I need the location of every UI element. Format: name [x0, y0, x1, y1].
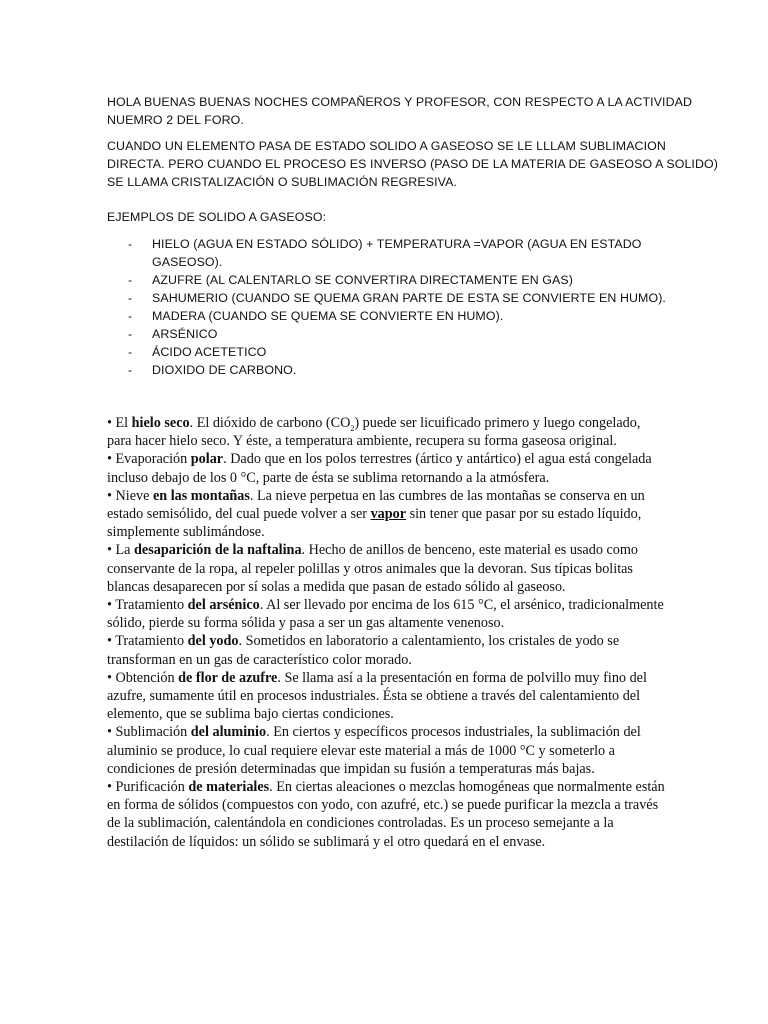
- list-item: [107, 325, 667, 343]
- list-item-line: DIOXIDO DE CARBONO.: [152, 363, 297, 377]
- list-item-line: ARSÉNICO: [152, 327, 218, 341]
- dash-marker: -: [128, 327, 133, 341]
- bullet-text: . Hecho de anillos de benceno, este material es usado como conservante de la ropa, al repeler polillas y otros animales que la devoran. Sus típicas bolitas blancas desaparecen por sí solas a medida que pasan de estado sólido al gaseoso.: [107, 542, 638, 595]
- bullet-bold-text: del aluminio: [190, 724, 267, 741]
- bullet-marker: •: [107, 597, 112, 614]
- bullet-text: . En ciertas aleaciones o mezclas homogéneas que normalmente están en forma de sólidos (compuestos con yodo, con azufré, etc.) se puede purificar la mezcla a través de la sublimación, calentándola en condiciones controladas. Es un proceso semejante a la destilación de líquidos: un sólido se sublimará y el otro quedará en el envase.: [107, 779, 665, 850]
- bullet-text: ) puede ser licuificado primero y luego congelado, para hacer hielo seco. Y éste, a temperatura ambiente, recupera su forma gaseosa original.: [107, 415, 641, 450]
- bullet-section: [107, 414, 667, 851]
- bullet-text: Tratamiento: [115, 597, 188, 614]
- dash-marker: -: [128, 291, 133, 305]
- intro-line: HOLA BUENAS BUENAS NOCHES COMPAÑEROS Y PROFESOR, CON RESPECTO A LA ACTIVIDAD: [107, 95, 693, 109]
- definition-line: DIRECTA. PERO CUANDO EL PROCESO ES INVERSO (PASO DE LA MATERIA DE GASEOSO A SOLIDO): [107, 157, 718, 171]
- intro-line: NUEMRO 2 DEL FORO.: [107, 113, 244, 127]
- bullet-text: . La nieve perpetua en las cumbres de las montañas se conserva en un estado semisólido, del cual puede volver a ser: [107, 487, 645, 523]
- bullet-bold-text: hielo seco: [131, 415, 190, 431]
- bullet-marker: •: [107, 633, 112, 650]
- bullet-bold-text: de materiales: [188, 779, 270, 796]
- bullet-bold-text: del arsénico: [187, 597, 260, 614]
- bullet-marker: •: [107, 487, 112, 504]
- bullet-bold-text: polar: [190, 451, 224, 468]
- bullet-text: Evaporación: [115, 451, 191, 468]
- dash-marker: -: [128, 345, 133, 359]
- list-item: [107, 361, 667, 379]
- bullet-text: Tratamiento: [115, 633, 188, 650]
- bullet-marker: •: [107, 415, 112, 431]
- bullet-text: . En ciertos y específicos procesos industriales, la sublimación del aluminio se produce, lo cual requiere elevar este material a más de 1000 °C y someterlo a condiciones de presión determinadas que impidan su fusión a temperaturas más bajas.: [107, 724, 641, 777]
- list-item: [107, 289, 667, 307]
- bullet-paragraph: [107, 723, 667, 778]
- bullet-bold-text: desaparición de la naftalina: [134, 542, 302, 559]
- list-item: [107, 343, 667, 361]
- bullet-text: . El dióxido de carbono (CO: [189, 415, 351, 431]
- bullet-text: Obtención: [115, 669, 179, 686]
- examples-list: [107, 235, 667, 379]
- subscript-text: 2: [350, 423, 355, 433]
- bullet-bold-text: del yodo: [187, 633, 239, 650]
- list-item-line: AZUFRE (AL CALENTARLO SE CONVERTIRA DIRECTAMENTE EN GAS): [152, 273, 573, 287]
- vapor-link[interactable]: vapor: [370, 506, 407, 523]
- bullet-paragraph: [107, 596, 667, 632]
- bullet-marker: •: [107, 542, 112, 559]
- examples-heading-text: EJEMPLOS DE SOLIDO A GASEOSO:: [107, 210, 327, 224]
- bullet-text: sin tener que pasar por su estado líquido, simplemente sublimándose.: [107, 506, 642, 541]
- bullet-paragraph: [107, 414, 667, 450]
- list-item-line: GASEOSO).: [152, 255, 223, 269]
- bullet-text: Sublimación: [115, 724, 191, 741]
- bullet-text: Purificación: [115, 779, 189, 796]
- list-item-line: HIELO (AGUA EN ESTADO SÓLIDO) + TEMPERATURA =VAPOR (AGUA EN ESTADO: [152, 237, 642, 251]
- bullet-marker: •: [107, 724, 112, 741]
- bullet-paragraph: [107, 541, 667, 596]
- bullet-text: . Se llama así a la presentación en forma de polvillo muy fino del azufre, sumamente útil en procesos industriales. Ésta se obtiene a través del calentamiento del elemento, que se sublima bajo ciertas condiciones.: [107, 669, 647, 723]
- list-item-line: MADERA (CUANDO SE QUEMA SE CONVIERTE EN HUMO).: [152, 309, 504, 323]
- bullet-bold-text: en las montañas: [152, 487, 250, 504]
- definition-line: SE LLAMA CRISTALIZACIÓN O SUBLIMACIÓN REGRESIVA.: [107, 175, 457, 189]
- bullet-bold-text: de flor de azufre: [178, 669, 278, 686]
- definition-line: CUANDO UN ELEMENTO PASA DE ESTADO SOLIDO A GASEOSO SE LE LLLAM SUBLIMACION: [107, 139, 666, 153]
- bullet-text: El: [115, 415, 132, 431]
- definition-paragraph: [107, 137, 718, 191]
- bullet-paragraph: [107, 487, 667, 542]
- bullet-marker: •: [107, 451, 112, 468]
- list-item: [107, 271, 667, 289]
- bullet-text: . Dado que en los polos terrestres (ártico y antártico) el agua está congelada incluso debajo de los 0 °C, parte de ésta se sublima retornando a la atmósfera.: [107, 451, 652, 486]
- bullet-paragraph: [107, 632, 667, 668]
- bullet-marker: •: [107, 669, 112, 686]
- list-item-line: SAHUMERIO (CUANDO SE QUEMA GRAN PARTE DE ESTA SE CONVIERTE EN HUMO).: [152, 291, 666, 305]
- bullet-paragraph: [107, 778, 667, 851]
- bullet-text: Nieve: [115, 487, 153, 504]
- dash-marker: -: [128, 363, 133, 377]
- bullet-text: . Sometidos en laboratorio a calentamiento, los cristales de yodo se transforman en un gas de característico color morado.: [107, 633, 620, 668]
- dash-marker: -: [128, 237, 133, 251]
- intro-paragraph: [107, 93, 707, 129]
- list-item: [107, 307, 667, 325]
- dash-marker: -: [128, 273, 133, 287]
- examples-heading: [107, 208, 707, 226]
- bullet-paragraph: [107, 450, 667, 486]
- bullet-text: . Al ser llevado por encima de los 615 °C, el arsénico, tradicionalmente sólido, pierde su forma sólida y pasa a ser un gas altamente venenoso.: [107, 597, 664, 632]
- bullet-paragraph: [107, 669, 667, 724]
- bullet-marker: •: [107, 779, 112, 796]
- list-item: [107, 235, 667, 271]
- dash-marker: -: [128, 309, 133, 323]
- bullet-text: La: [115, 542, 135, 559]
- list-item-line: ÁCIDO ACETETICO: [152, 345, 267, 359]
